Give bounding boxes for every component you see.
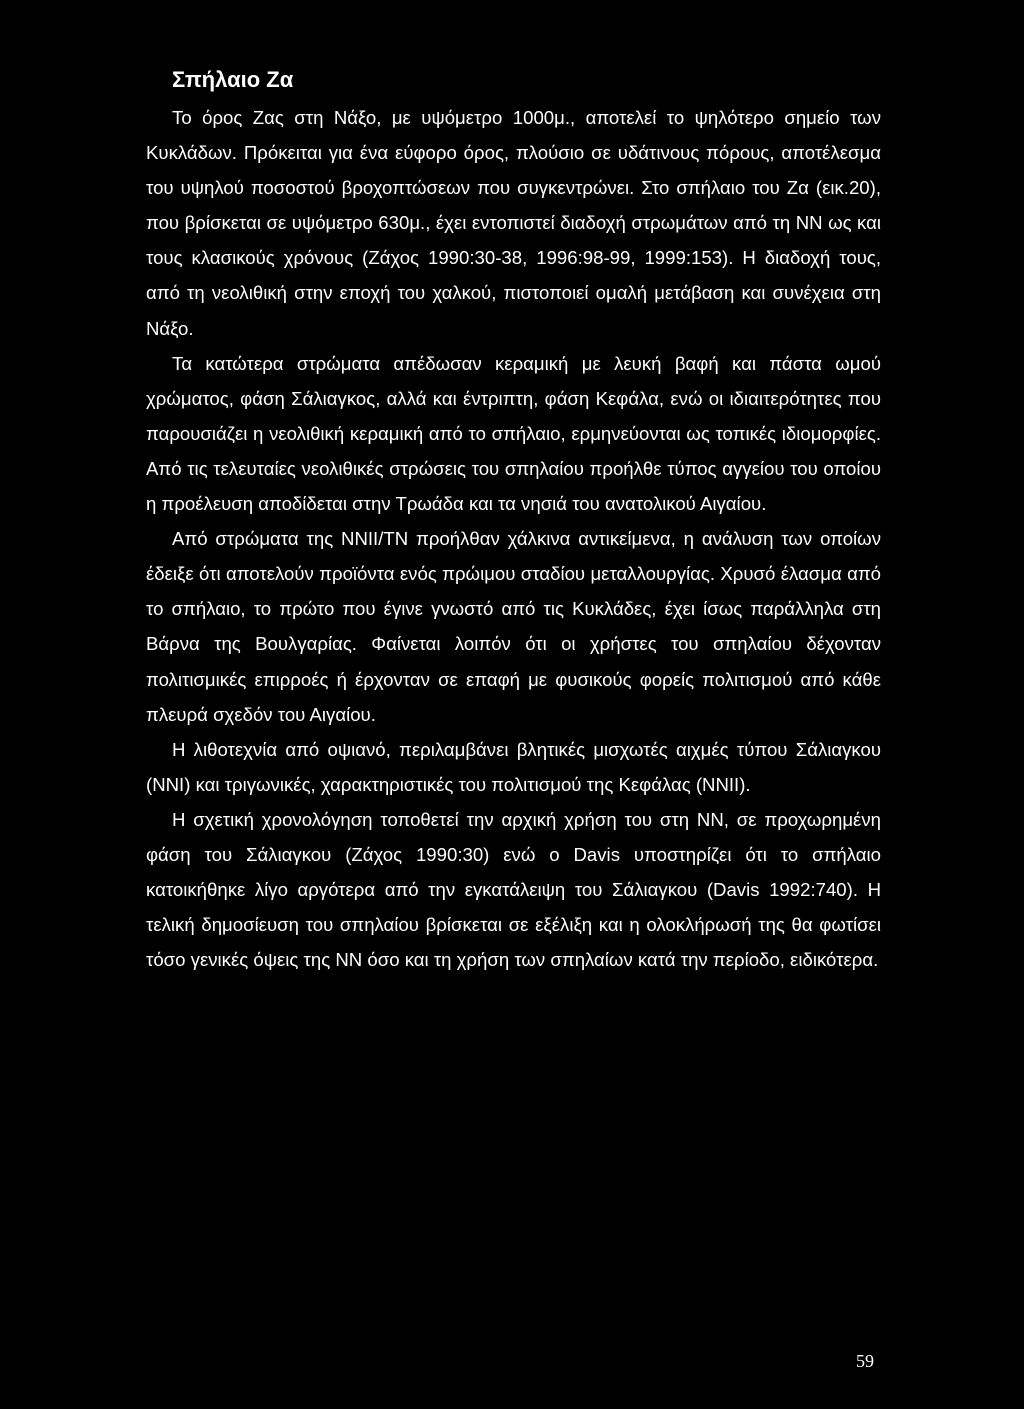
paragraph-5: Η σχετική χρονολόγηση τοποθετεί την αρχική χρήση του στη ΝΝ, σε προχωρημένη φάση του Σάλιαγκου (Ζάχος 1990:30) ενώ ο Davis υποστηρίζει ότι το σπήλαιο κατοικήθηκε λίγο αργότερα από την εγκατάλειψη του Σάλιαγκου (Davis 1992:740). Η τελική δημοσίευση του σπηλαίου βρίσκεται σε εξέλιξη και η ολοκλήρωσή της θα φωτίσει τόσο γενικές όψεις της ΝΝ όσο και τη χρήση των σπηλαίων κατά την περίοδο, ειδικότερα. [146, 808, 881, 971]
paragraph-2: Τα κατώτερα στρώματα απέδωσαν κεραμική με λευκή βαφή και πάστα ωμού χρώματος, φάση Σάλιαγκος, αλλά και έντριπτη, φάση Κεφάλα, ενώ οι ιδιαιτερότητες που παρουσιάζει η νεολιθική κεραμική από το σπήλαιο, ερμηνεύονται ως τοπικές ιδιομορφίες. Από τις τελευταίες νεολιθικές στρώσεις του σπηλαίου προήλθε τύπος αγγείου του οποίου η προέλευση αποδίδεται στην Τρωάδα και τα νησιά του ανατολικού Αιγαίου. [146, 352, 881, 515]
paragraph-3: Από στρώματα της ΝΝΙΙ/ΤΝ προήλθαν χάλκινα αντικείμενα, η ανάλυση των οποίων έδειξε ότι αποτελούν προϊόντα ενός πρώιμου σταδίου μεταλλουργίας. Χρυσό έλασμα από το σπήλαιο, το πρώτο που έγινε γνωστό από τις Κυκλάδες, έχει ίσως παράλληλα στη Βάρνα της Βουλγαρίας. Φαίνεται λοιπόν ότι οι χρήστες του σπηλαίου δέχονταν πολιτισμικές επιρροές ή έρχονταν σε επαφή με φυσικούς φορείς πολιτισμού από κάθε πλευρά σχεδόν του Αιγαίου. [146, 528, 881, 725]
section-title: Σπήλαιο Ζα [172, 67, 294, 92]
paragraph-1: Το όρος Ζας στη Νάξο, με υψόμετρο 1000μ., αποτελεί το ψηλότερο σημείο των Κυκλάδων. Πρόκειται για ένα εύφορο όρος, πλούσιο σε υδάτινους πόρους, αποτέλεσμα του υψηλού ποσοστού βροχοπτώσεων που συγκεντρώνει. Στο σπήλαιο του Ζα (εικ.20), που βρίσκεται σε υψόμετρο 630μ., έχει εντοπιστεί διαδοχή στρωμάτων από τη ΝΝ ως και τους κλασικούς χρόνους (Ζάχος 1990:30-38, 1996:98-99, 1999:153). Η διαδοχή τους, από τη νεολιθική στην εποχή του χαλκού, πιστοποιεί ομαλή μετάβαση και συνέχεια στη Νάξο. [146, 107, 881, 339]
paragraph-4: Η λιθοτεχνία από οψιανό, περιλαμβάνει βλητικές μισχωτές αιχμές τύπου Σάλιαγκου (ΝΝΙ) και τριγωνικές, χαρακτηριστικές του πολιτισμού της Κεφάλας (ΝΝΙΙ). [146, 738, 881, 795]
page-number: 59 [856, 1351, 874, 1371]
body-text [146, 100, 881, 977]
